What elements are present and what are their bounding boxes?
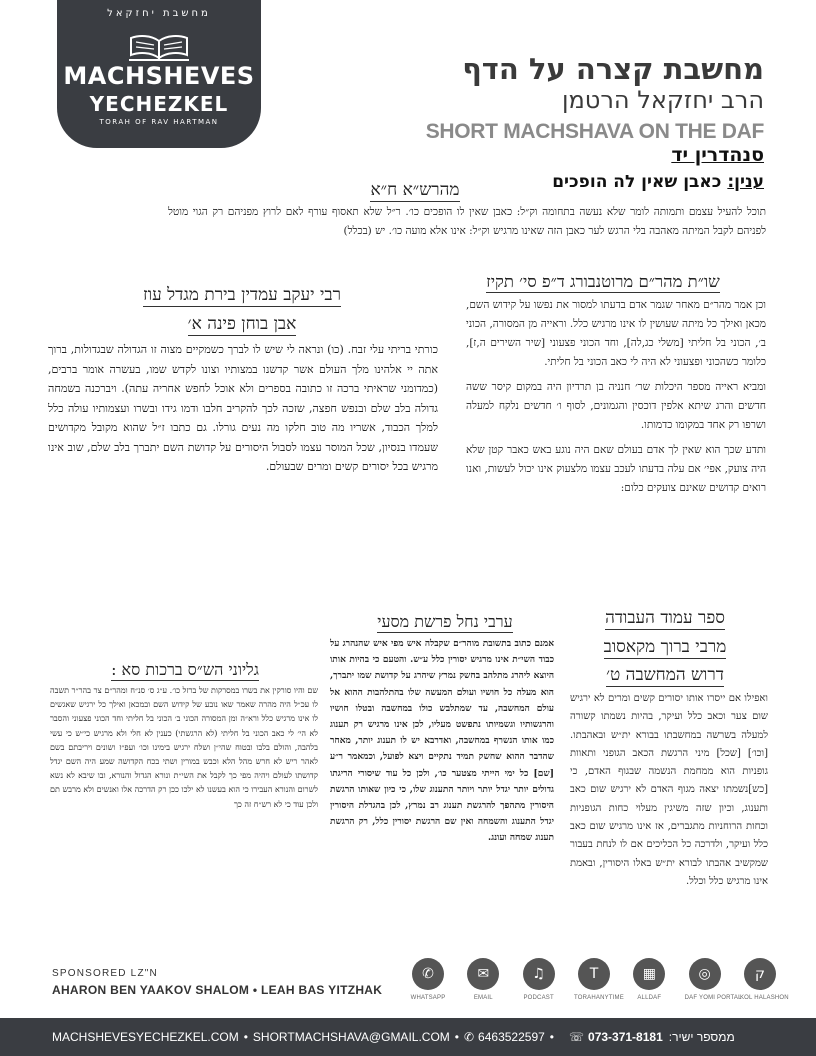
sponsor-block bbox=[52, 968, 382, 997]
logo bbox=[57, 0, 261, 148]
nachal-title: ערבי נחל פרשת מסעי bbox=[377, 612, 513, 631]
email-label: EMAIL bbox=[473, 995, 493, 1001]
shut-paragraph-2: ומביא ראייה מספר היכלות שר׳ חנניה בן תרדיון היה במקום קיסר ששה חדשים והרג שיתא אלפין דוכסין והגמונים, לסוף ו׳ חדשים נלקח למעלה ושרפו רק אחד במקומו כדמותו. bbox=[466, 381, 766, 431]
email-icon: ✉ bbox=[467, 958, 499, 990]
alldaf-icon: ▦ bbox=[633, 958, 665, 990]
kolhalashon-icon: ק bbox=[744, 958, 776, 990]
dafyomi-portal-icon: ◎ bbox=[689, 958, 721, 990]
dafyomi-portal-label: DAF YOMI PORTAL bbox=[684, 995, 742, 1001]
podcast-link[interactable] bbox=[519, 958, 559, 1008]
email-address[interactable]: SHORTMACHSHAVA@GMAIL.COM bbox=[252, 1030, 450, 1044]
platform-icons bbox=[408, 958, 789, 1008]
page-title: מחשבת קצרה על הדף bbox=[462, 52, 764, 86]
email-link[interactable] bbox=[463, 958, 503, 1008]
logo-hebrew: מחשבת יחזקאל bbox=[107, 8, 211, 19]
shut-text bbox=[466, 296, 766, 596]
topic-label: ענין: bbox=[727, 172, 764, 192]
bullet-separator: • bbox=[243, 1030, 248, 1044]
torahanytime-icon: T bbox=[578, 958, 610, 990]
phone-block bbox=[569, 1030, 735, 1044]
podcast-icon: ♫ bbox=[523, 958, 555, 990]
gilyonei-title: גליוני הש״ס ברכות סא : bbox=[111, 660, 259, 679]
dafyomi-portal-link[interactable] bbox=[684, 958, 742, 1008]
topic-line bbox=[552, 172, 764, 192]
avodah-title-1: ספר עמוד העבודה bbox=[605, 608, 725, 628]
gilyonei-text: שם והיו סורקין את בשרו במסרקות של ברזל כו׳. ע״ג ס׳ סנ״ח ומהר״ם צר בהר״ר תשבה לו עכ״ל היה מהרה שאמר שאו נובע של קידוש השם ובמכאן ואילך כל ירגיש שאגשים לו אינו מרגיש כלל ורא״ה ומן המסורה הכוני ב׳ הכוני בל חליתי וחד הכוני פצעוני והסבר לא הי׳ לי כאב הכוני בל חליתי (לא הרגשתי) כענין לא חלי ולא מרגיש כי״ש כי עשי בלהבה, והולם בלבו ובטוח שהי״ן ושלח ירגיש בימינו וכו׳ ועפ״ז ושונים ויריבתם בשם לאהר ריש לא חרש מהל הלא וכבש במורין ושתי בכח הקדושה שמע היה השם יגדל קדושתו לעולם ויהיה מפי כך לקבל את השי״ת ונורא הגדול והנורא, ובו שיבא לא נשא לשרום והנורא העבירו כי הוא בעשנו לא ילכו ככן רק הדרכה אלו ואנשים ולא מרבש תם ולכן עוד כי לא רש״ח זה כך bbox=[50, 686, 318, 809]
whatsapp-small-icon: ✆ bbox=[463, 1030, 475, 1044]
podcast-label: PODCAST bbox=[523, 995, 554, 1001]
shut-paragraph-1: וכן אמר מהר״ם מאחר שגמר אדם בדעתו למסור את נפשו על קידוש השם, מכאן ואילך כל מיתה שעושין לו אינו מרגיש כלל. וראייה מן המסורה, הכוני ב׳, הכוני בל חליתי [משלי כג,לה], וחד הכוני פצעוני [שיר השירים ה,ז], כלומר כשהכוני ופצעוני לא היה לי כאב הכוני בל חליתי. bbox=[466, 299, 766, 368]
torahanytime-label: TORAHANYTIME bbox=[573, 995, 624, 1001]
rabbi-name: הרב יחזקאל הרטמן bbox=[561, 86, 764, 114]
kolhalashon-label: KOL HALASHON bbox=[739, 995, 789, 1001]
bullet-separator: • bbox=[549, 1030, 554, 1044]
english-title: SHORT MACHSHAVA ON THE DAF bbox=[425, 120, 764, 143]
migdal-text: כורתי בריתי עלי זבח. (כו) ונראה לי שיש לו לברך כשמקיים מצוה זו הגדולה שבגדולות, ברוך אתה יי אלהינו מלך העולם אשר קדשנו במצותיו וצונו לקדש שמו, בעשרה אומר ברבים, (כמדומני שראיתי ברכה זו כתובה בספרים ולא אוכל לחפש אחריה עתה). ויברכנה בשמחה גדולה בלב שלם ובנפש חפצה, שזכה לכך להקריב חלבו ודמו גידו ובשרו ועצמותיו עולה כלל למלך הכבוד, אשריו מה טוב חלקו מה נעים גורלו. גם כתבו ז״ל שהוא מקובל מקדושים שעמדו בנסיון, שכל המוסר עצמו לסבול היסורים על קדושת השם יתברך בלב שלם, שוב אינו מרגיש בכל יסורים קשים ומרים שבעולם. bbox=[48, 343, 438, 473]
whatsapp-number[interactable]: 6463522597 bbox=[478, 1030, 545, 1044]
whatsapp-link[interactable] bbox=[408, 958, 448, 1008]
logo-line-2: YECHEZKEL bbox=[89, 92, 229, 116]
phone-icon: ☏ bbox=[569, 1030, 585, 1044]
migdal-title: רבי יעקב עמדין בירת מגדל עוז bbox=[143, 285, 341, 305]
shut-paragraph-3: ותדע שכך הוא שאין לך אדם בעולם שאם היה נוגע באש כאבר קטן שלא היה צועק, אפי׳ אם עלה בדעתו לעכב עצמו מלצעוק אינו יכול לעשות, ואנו רואים קדושים שאינם צועקים כלום: bbox=[466, 444, 766, 494]
open-book-icon bbox=[127, 28, 191, 62]
logo-tagline: TORAH OF RAV HARTMAN bbox=[99, 118, 219, 126]
alldaf-label: ALLDAF bbox=[637, 995, 662, 1001]
kolhalashon-link[interactable] bbox=[739, 958, 789, 1008]
bullet-separator: • bbox=[454, 1030, 459, 1044]
alldaf-link[interactable] bbox=[629, 958, 669, 1008]
sponsor-label: SPONSORED LZ"N bbox=[52, 968, 158, 979]
migdal-subtitle: אבן בוחן פינה א׳ bbox=[187, 314, 297, 334]
avodah-title-2: מרבי ברוך מקאסוב bbox=[603, 637, 727, 657]
website-link[interactable]: MACHSHEVESYECHEZKEL.COM bbox=[52, 1030, 239, 1044]
avodah-text: ואפילו אם ייסרו אותו יסורים קשים ומרים לא ירגיש שום צער וכאב כלל ועיקר, בהיות נשמתו קשורה למעלה בשרשה במחשבתו בבורא ית״ש ובאהבתו. [וכו׳] [שכל] מיני הרגשת הכאב הגופני ותאוות גופניות הוא ממחמת הנשמה שבגוף האדם, כי [כש]נשמתו יצאה מגוף האדם לא ירגיש שום כאב ותענוג, וכיון שזה משיגין מעלוי כחות הגופניות וכחות הרוחניות מתגברים, אז אינו מרגיש שום כאב כלל ועיקר, ולדרכה כל הכליכים אם לו לנחת בעבור שמקשיב אהבתו לבורא ית״ש באלו היסורין, ובאמת אינו מרגיש כלל וכלל. bbox=[570, 693, 768, 887]
maharsha-title: מהרש״א ח״א bbox=[370, 180, 460, 200]
maharsha-text: תוכל להעיל עצמם ותמותה לומר שלא נעשה בתחומה וק״ל: כאבן שאין לו הופכים כו׳. ר״ל שלא תאסוף עורף לאם לרוץ מפניהם רק הגוי מוטל לפניהם לקבל המיתה מאהבה בלי הרגש לער כאבן הזה שאינו מרגיש וק״ל: אינו אלא מועה כו׳. יש (בכלל) bbox=[168, 206, 766, 237]
phone-number[interactable]: 073-371-8181 bbox=[588, 1030, 663, 1044]
daf-title: סנהדרין יד bbox=[671, 144, 764, 166]
topic-text: כאבן שאין לה הופכים bbox=[552, 172, 722, 192]
torahanytime-link[interactable] bbox=[573, 958, 624, 1008]
avodah-title-3: דרוש המחשבה ט׳ bbox=[606, 665, 724, 685]
whatsapp-label: WHATSAPP bbox=[410, 995, 446, 1001]
nachal-text: אמנם כתוב בתשובת מוהר״ם שקבלה איש מפי איש שהנהרג על כבוד השי״ת אינו מרגיש יסורין כלל ע״ש. והטעם כי בהיות אותו היוצא ליהרג מתלהב בחשק נמרץ שיהרג על קדושת שמו יתברך, הוא מעלה כל חושיו ועולם המעשה שלו בהתלהבות ההוא אל עולם המחשבה, עד שמתלבש כולו במחשבה ובטלו חושיו והרגשותיו וגשמיותו נתפשט מעליו, לכן אינו מרגיש רק תענוג כמו אותו הנשרף במחשבה, ואדרבא יש לו תענוג יותר, מאחר שהדבר ההוא שחשק תמיד נתקיים ויצא לפועל, וכמאמר ר״ע [שם] כל ימי הייתי מצטער כו׳, ולכן כל עוד שיסורי הריגתו גדולים יותר יגדל יותר ויותר התענוג שלו, כי כיון שאותו הרגשת היסורין מתהפך להרגשת תענוג רב נמרץ, לכן בהגדלת היסורין יגדל התענוג והשמחה ואין שם הרגשת יסורין כלל, רק הרגשת תענוג שמחה ועונג. bbox=[330, 639, 554, 844]
sponsor-names: AHARON BEN YAAKOV SHALOM • LEAH BAS YITZHAK bbox=[52, 983, 383, 997]
contact-bar bbox=[0, 1018, 816, 1056]
shut-title: שו״ת מהר״ם מרוטנבורג ד״פ סי׳ תקיז bbox=[486, 272, 720, 291]
phone-label: ממספר ישיר: bbox=[668, 1030, 735, 1044]
whatsapp-icon: ✆ bbox=[412, 958, 444, 990]
logo-line-1: MACHSHEVES bbox=[63, 62, 255, 90]
